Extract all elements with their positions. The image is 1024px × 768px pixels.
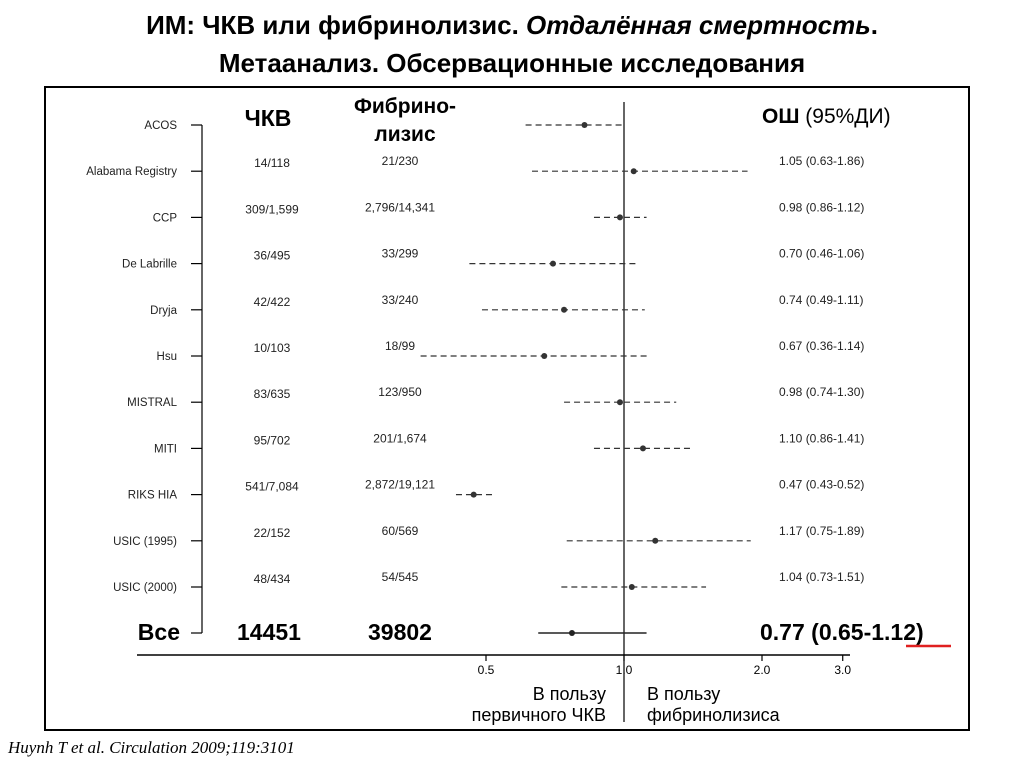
study-name: CCP: [152, 212, 177, 225]
study-pci: 95/702: [253, 433, 291, 448]
study-pci: 309/1,599: [245, 202, 299, 217]
study-name: Dryja: [150, 304, 177, 317]
x-tick-label: 2.0: [753, 663, 771, 677]
study-or-text: 0.74 (0.49-1.11): [779, 292, 864, 307]
study-fibrinolysis: 201/1,674: [373, 431, 427, 446]
study-pci: 36/495: [253, 248, 291, 263]
study-point: [471, 492, 477, 498]
caption-left-1: В пользу: [532, 684, 606, 704]
study-row: [157, 339, 865, 363]
x-tick-label: 1.0: [615, 663, 633, 677]
total-label: Все: [137, 619, 180, 645]
study-row: [122, 247, 864, 271]
study-pci: 14/118: [254, 156, 290, 171]
header-fibrinolysis-2: лизис: [374, 123, 436, 146]
title-end: .: [870, 10, 878, 40]
study-or-text: 0.47 (0.43-0.52): [779, 477, 865, 492]
x-tick-label: 0.5: [477, 663, 495, 677]
total-point: [569, 630, 575, 636]
study-pci: 48/434: [253, 572, 291, 586]
study-pci: 83/635: [253, 387, 291, 402]
study-point: [550, 261, 556, 267]
study-row: [86, 154, 864, 178]
study-name: ACOS: [144, 120, 177, 132]
study-row: [127, 385, 864, 409]
study-row: [154, 431, 864, 455]
study-or-text: 1.05 (0.63-1.86): [779, 154, 865, 169]
study-fibrinolysis: 33/299: [381, 246, 419, 261]
study-name: USIC (2000): [113, 582, 177, 594]
study-name: MISTRAL: [127, 397, 177, 410]
x-tick-label: 3.0: [834, 663, 852, 677]
study-pci: 541/7,084: [245, 479, 299, 494]
study-name: USIC (1995): [113, 535, 177, 548]
study-row: [128, 478, 865, 502]
header-pci: ЧКВ: [244, 105, 292, 131]
study-rows: [86, 120, 864, 594]
study-or-text: 0.67 (0.36-1.14): [779, 339, 865, 353]
study-point: [629, 584, 635, 590]
x-ticks: [478, 655, 852, 677]
header-or-bold: ОШ: [762, 105, 800, 128]
header-fibrinolysis-1: Фибрино-: [353, 95, 457, 118]
slide-title-line2: Метаанализ. Обсервационные исследования: [218, 48, 806, 78]
study-row: [113, 570, 864, 594]
header-or: [762, 105, 891, 128]
study-pci: 42/422: [253, 294, 291, 309]
total-row: [138, 619, 951, 646]
study-point: [652, 538, 658, 544]
header-or-rest: (95%ДИ): [799, 105, 891, 128]
study-or-text: 1.04 (0.73-1.51): [779, 570, 865, 584]
study-name: Hsu: [156, 351, 177, 363]
study-fibrinolysis: 21/230: [381, 154, 419, 169]
study-point: [581, 122, 587, 128]
study-point: [640, 445, 646, 451]
study-fibrinolysis: 123/950: [378, 385, 422, 400]
study-or-text: 1.10 (0.86-1.41): [779, 431, 865, 446]
study-row: [153, 200, 865, 224]
study-row: [150, 293, 863, 317]
title-plain: ИМ: ЧКВ или фибринолизис.: [146, 10, 527, 40]
study-name: RIKS HIA: [127, 489, 177, 502]
study-pci: 10/103: [253, 341, 291, 355]
study-name: De Labrille: [122, 258, 177, 271]
study-fibrinolysis: 33/240: [381, 292, 419, 307]
study-point: [631, 168, 637, 174]
study-fibrinolysis: 2,796/14,341: [364, 200, 436, 215]
study-or-text: 0.98 (0.86-1.12): [779, 200, 865, 215]
citation: Huynh T et al. Circulation 2009;119:3101: [8, 738, 295, 757]
study-or-text: 0.70 (0.46-1.06): [779, 246, 865, 261]
study-fibrinolysis: 2,872/19,121: [364, 477, 436, 492]
study-point: [617, 214, 623, 220]
study-point: [617, 399, 623, 405]
study-fibrinolysis: 18/99: [384, 339, 416, 353]
study-fibrinolysis: 60/569: [381, 523, 419, 538]
total-pci: 14451: [237, 619, 301, 645]
study-name: Alabama Registry: [86, 166, 177, 179]
title-italic: Отдалённая смертность: [526, 10, 871, 40]
study-row: [113, 524, 864, 548]
caption-left-2: первичного ЧКВ: [471, 705, 606, 725]
caption-right-2: фибринолизиса: [647, 705, 780, 725]
study-or-text: 0.98 (0.74-1.30): [779, 385, 865, 400]
caption-right-1: В пользу: [647, 684, 721, 704]
total-fibrinolysis: 39802: [368, 619, 432, 645]
study-fibrinolysis: 54/545: [381, 570, 419, 584]
study-or-text: 1.17 (0.75-1.89): [779, 523, 865, 538]
total-or: 0.77 (0.65-1.12): [760, 619, 924, 645]
study-point: [561, 307, 567, 313]
study-pci: 22/152: [253, 525, 291, 540]
study-name: MITI: [154, 443, 177, 456]
study-point: [541, 353, 547, 359]
